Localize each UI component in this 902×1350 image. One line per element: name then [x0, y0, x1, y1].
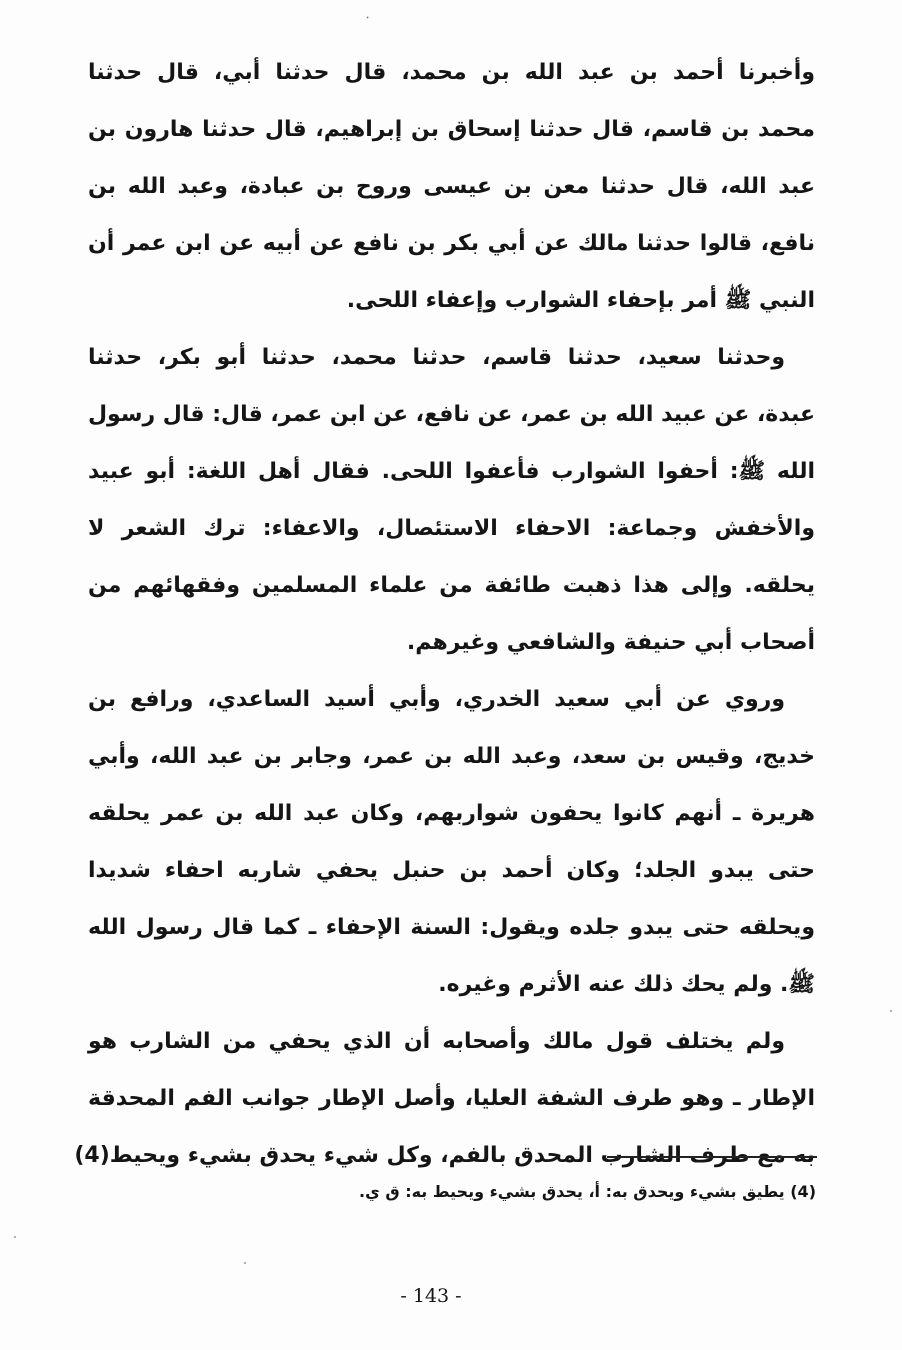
text-line: ﷺ. ولم يحك ذلك عنه الأثرم وغيره. — [438, 972, 815, 997]
scan-speck: ꞏ — [366, 13, 370, 24]
text-line: عبد الله، قال حدثنا معن بن عيسى وروح بن عبادة، وعبد الله بن — [88, 174, 815, 199]
text-line: وحدثنا سعيد، حدثنا قاسم، حدثنا محمد، حدثنا أبو بكر، حدثنا — [88, 345, 785, 370]
main-text — [74, 44, 815, 1184]
text-line: هريرة ـ أنهم كانوا يحفون شواربهم، وكان عبد الله بن عمر يحلقه — [88, 801, 815, 826]
scan-speck — [14, 1236, 16, 1238]
text-line: وأخبرنا أحمد بن عبد الله بن محمد، قال حدثنا أبي، قال حدثنا — [88, 60, 815, 85]
text-line: أصحاب أبي حنيفة والشافعي وغيرهم. — [406, 630, 815, 655]
text-line: والأخفش وجماعة: الاحفاء الاستئصال، والاعفاء: ترك الشعر لا — [88, 516, 815, 541]
text-line: يحلقه. وإلى هذا ذهبت طائفة من علماء المسلمين وفقهائهم من — [88, 573, 815, 598]
text-line: النبي ﷺ أمر بإحفاء الشوارب وإعفاء اللحى. — [346, 288, 815, 313]
text-line: به مع طرف الشارب المحدق بالفم، وكل شيء يحدق بشيء ويحيط(4) — [74, 1143, 815, 1168]
text-line: عبدة، عن عبيد الله بن عمر، عن نافع، عن ابن عمر، قال: قال رسول — [87, 402, 815, 427]
scan-speck — [244, 1262, 246, 1264]
text-line: حتى يبدو الجلد؛ وكان أحمد بن حنبل يحفي شاربه احفاء شديدا — [88, 858, 815, 883]
page-number: - 143 - — [400, 1285, 462, 1307]
text-line: الإطار ـ وهو طرف الشفة العليا، وأصل الإطار جوانب الفم المحدقة — [88, 1086, 815, 1111]
text-line: ويحلقه حتى يبدو جلده ويقول: السنة الإحفاء ـ كما قال رسول الله — [88, 915, 815, 940]
text-line: محمد بن قاسم، قال حدثنا إسحاق بن إبراهيم، قال حدثنا هارون بن — [88, 117, 815, 142]
text-line: وروي عن أبي سعيد الخدري، وأبي أسيد الساعدي، ورافع بن — [88, 687, 785, 712]
footnote: (4) يطيق بشيء ويحدق به: أ، يحدق بشيء ويحيط به: ق ي. — [359, 1182, 816, 1201]
text-line: ولم يختلف قول مالك وأصحابه أن الذي يحفي من الشارب هو — [88, 1029, 785, 1054]
footnote-divider — [607, 1156, 817, 1158]
text-line: الله ﷺ: أحفوا الشوارب فأعفوا اللحى. فقال أهل اللغة: أبو عبيد — [88, 459, 815, 484]
scan-speck — [890, 1010, 892, 1012]
text-line: نافع، قالوا حدثنا مالك عن أبي بكر بن نافع عن أبيه عن ابن عمر أن — [88, 231, 815, 256]
text-line: خديج، وقيس بن سعد، وعبد الله بن عمر، وجابر بن عبد الله، وأبي — [88, 744, 815, 769]
